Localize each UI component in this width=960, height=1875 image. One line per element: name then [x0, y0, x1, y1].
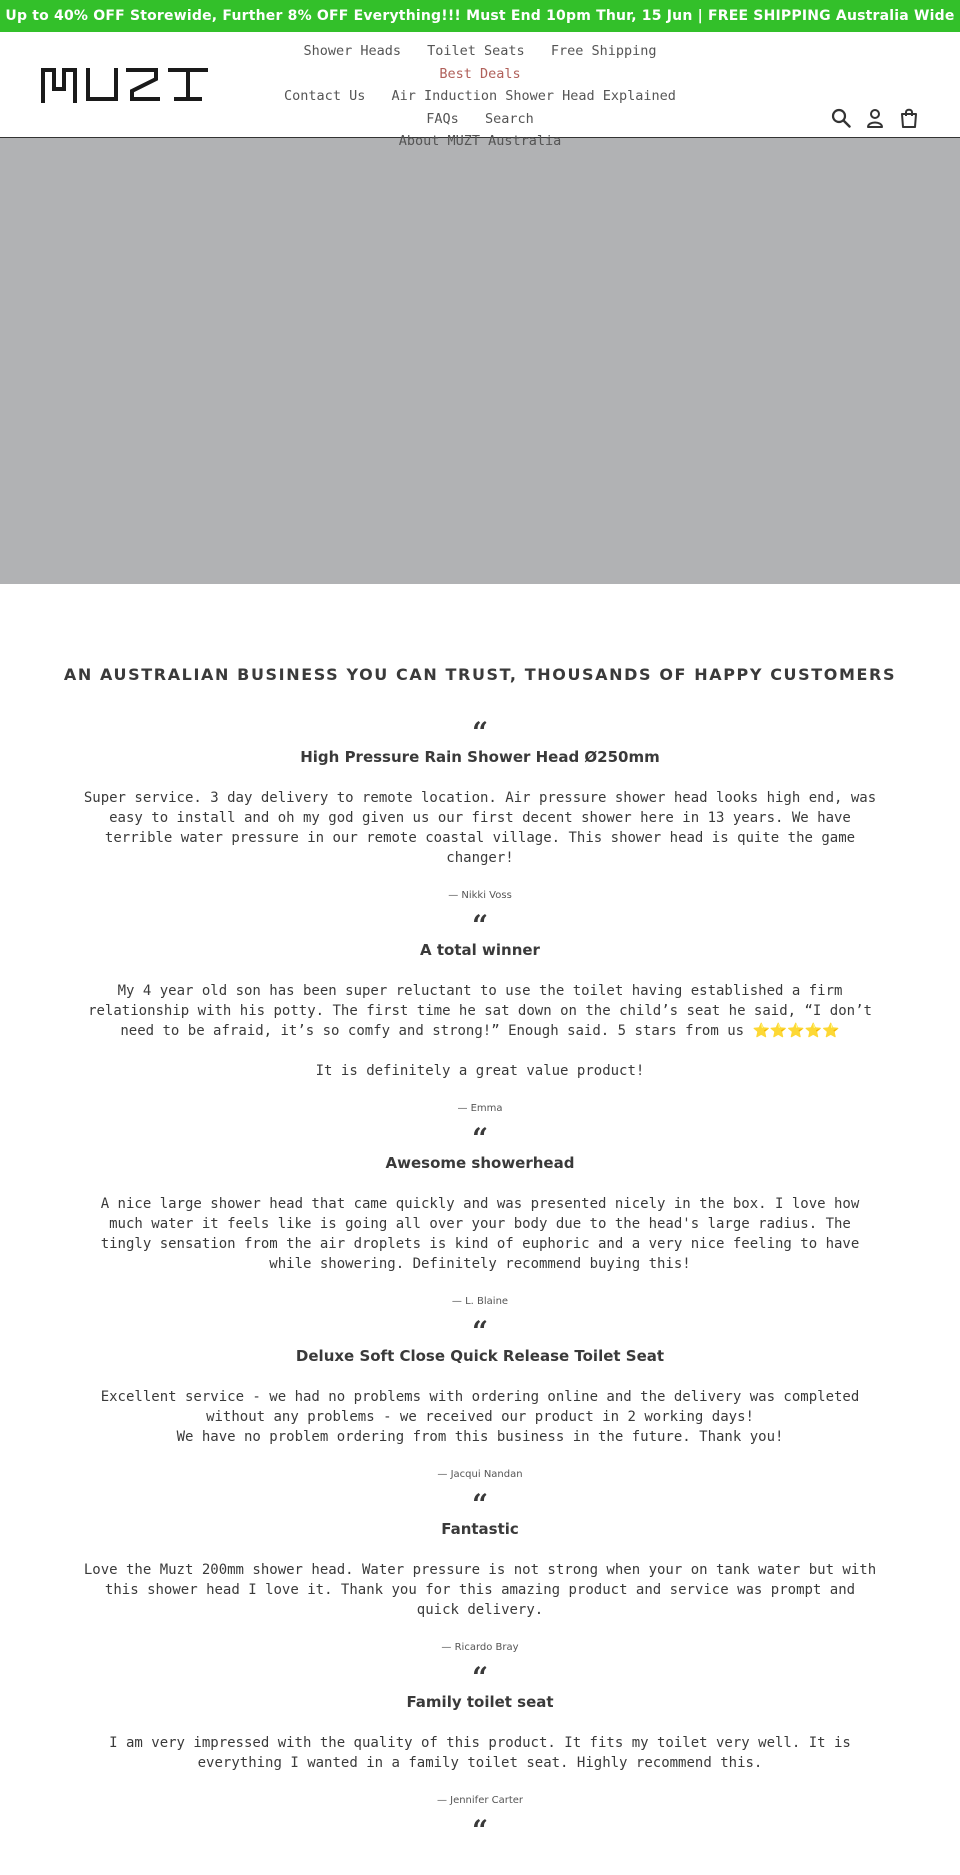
quote-icon: “ — [471, 1814, 489, 1847]
testimonial — [80, 1814, 880, 1847]
testimonial-title: Awesome showerhead — [385, 1154, 575, 1172]
quote-icon: “ — [471, 1661, 489, 1694]
testimonials-list — [0, 716, 960, 1847]
testimonial-paragraph: It is definitely a great value product! — [315, 1063, 645, 1079]
search-icon[interactable] — [830, 107, 852, 129]
nav-toilet-seats[interactable]: Toilet Seats — [427, 43, 525, 59]
nav-about-muzt[interactable]: About MUZT Australia — [398, 133, 562, 149]
testimonial-body — [80, 1387, 880, 1447]
nav-contact-us[interactable]: Contact Us — [284, 88, 366, 104]
header-icons — [830, 107, 920, 129]
testimonial — [80, 1122, 880, 1307]
account-icon[interactable] — [864, 107, 886, 129]
quote-icon: “ — [471, 1315, 489, 1348]
nav-search[interactable]: Search — [484, 110, 534, 127]
testimonial-body — [80, 1733, 880, 1773]
nav-row — [250, 130, 710, 153]
testimonial-paragraph: I am very impressed with the quality of this product. It fits my toilet very well. It is everything I wanted in a family toilet seat. Highly recommend this. — [109, 1735, 851, 1771]
nav-shower-heads[interactable]: Shower Heads — [303, 43, 402, 59]
testimonial — [80, 1315, 880, 1480]
quote-icon: “ — [471, 1488, 489, 1521]
logo-text: MUZT — [40, 67, 43, 68]
testimonial-title: High Pressure Rain Shower Head Ø250mm — [300, 748, 660, 766]
muzt-logo-icon — [40, 67, 208, 103]
nav-best-deals[interactable]: Best Deals — [439, 65, 521, 82]
nav-air-induction-explained[interactable]: Air Induction Shower Head Explained — [391, 88, 676, 104]
main-nav — [250, 40, 710, 153]
logo[interactable] — [40, 67, 208, 103]
nav-row — [250, 85, 710, 130]
testimonial — [80, 1661, 880, 1806]
testimonial-body — [80, 788, 880, 868]
quote-icon: “ — [471, 909, 489, 942]
testimonial-body — [80, 981, 880, 1081]
testimonial-title: Fantastic — [441, 1520, 519, 1538]
testimonial-body — [80, 1560, 880, 1620]
testimonial-author: — Jennifer Carter — [436, 1795, 524, 1806]
quote-icon: “ — [471, 716, 489, 749]
testimonial-title: A total winner — [420, 941, 540, 959]
testimonial — [80, 1488, 880, 1653]
testimonial-paragraph: A nice large shower head that came quickly and was presented nicely in the box. I love how much water it feels like is going all over your body due to the head's large radius. The tingly sensation from the air droplets is kind of euphoric and a very nice feeling to have while showering. Definitely recommend buying this! — [100, 1196, 860, 1272]
testimonial — [80, 909, 880, 1114]
testimonial-title: Deluxe Soft Close Quick Release Toilet Seat — [295, 1347, 665, 1365]
testimonial-author: — Emma — [457, 1103, 503, 1114]
testimonials-heading: AN AUSTRALIAN BUSINESS YOU CAN TRUST, THOUSANDS OF HAPPY CUSTOMERS — [63, 665, 897, 684]
announcement-bar[interactable] — [0, 0, 960, 32]
testimonial-paragraph: Excellent service - we had no problems with ordering online and the delivery was completed without any problems - we received our product in 2 working days! We have no problem ordering from this business in the future. Thank you! — [100, 1389, 860, 1445]
nav-free-shipping[interactable]: Free Shipping — [550, 43, 657, 59]
testimonial-author: — Jacqui Nandan — [437, 1469, 523, 1480]
announcement-text[interactable]: Up to 40% OFF Storewide, Further 8% OFF Everything!!! Must End 10pm Thur, 15 Jun | FREE SHIPPING Australia Wide — [5, 8, 955, 24]
nav-faqs[interactable]: FAQs — [426, 110, 459, 127]
cart-icon[interactable] — [898, 107, 920, 129]
testimonial-title: Family toilet seat — [406, 1693, 554, 1711]
site-header — [0, 32, 960, 149]
testimonial-paragraph: My 4 year old son has been super reluctant to use the toilet having established a firm relationship with his potty. The first time he sat down on the child’s seat he said, “I don’t need to be afraid, it’s so comfy and strong!” Enough said. 5 stars from us ⭐⭐⭐⭐⭐ — [88, 983, 872, 1039]
quote-icon: “ — [471, 1122, 489, 1155]
nav-row — [250, 40, 710, 85]
testimonial-paragraph: Super service. 3 day delivery to remote location. Air pressure shower head looks high end, was easy to install and oh my god given us our first decent shower here in 13 years. We have terrible water pressure in our remote coastal village. This shower head is quite the game changer! — [83, 790, 877, 866]
testimonial-body — [80, 1194, 880, 1274]
testimonial — [80, 716, 880, 901]
hero-banner-image — [0, 138, 960, 584]
testimonial-author: — L. Blaine — [451, 1296, 509, 1307]
testimonial-paragraph: Love the Muzt 200mm shower head. Water pressure is not strong when your on tank water but with this shower head I love it. Thank you for this amazing product and service was prompt and quick delivery. — [83, 1562, 877, 1618]
testimonial-author: — Nikki Voss — [448, 890, 512, 901]
testimonial-author: — Ricardo Bray — [441, 1642, 519, 1653]
